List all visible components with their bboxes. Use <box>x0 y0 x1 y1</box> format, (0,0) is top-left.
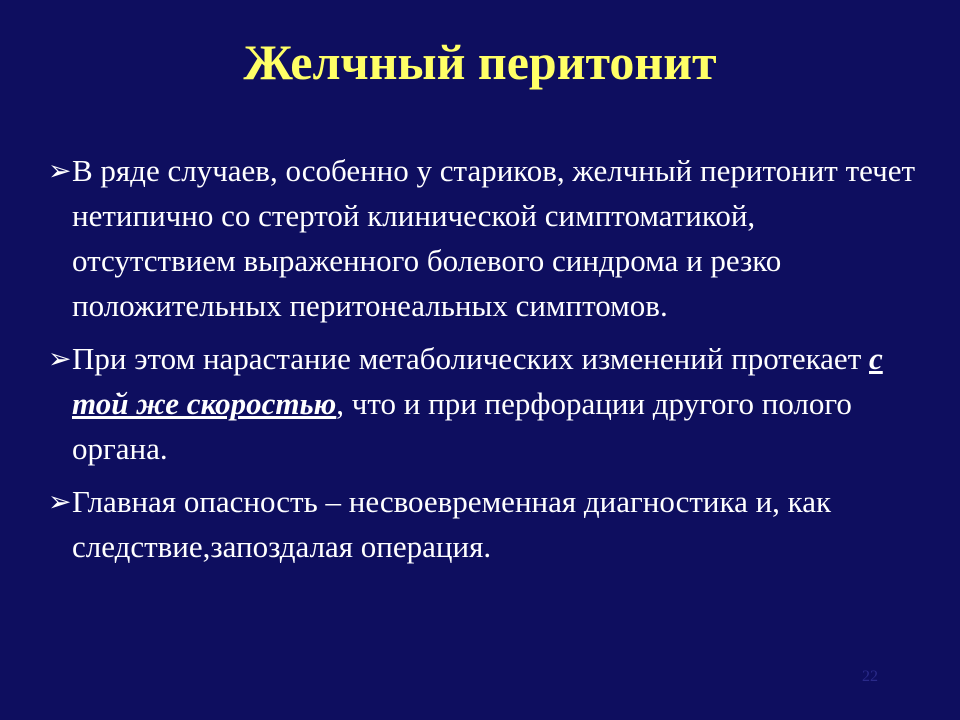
bullet-text: Главная опасность – несвоевременная диагностика и, как следствие,запоздалая операция. <box>72 484 832 564</box>
arrow-bullet-icon: ➢ <box>48 485 72 518</box>
arrow-bullet-icon: ➢ <box>48 342 72 375</box>
bullet-list <box>48 148 918 577</box>
bullet-text-tail: , что и при перфорации другого полого органа. <box>72 386 852 466</box>
page-number: 22 <box>862 668 878 685</box>
bullet-item <box>48 479 918 569</box>
bullet-text: При этом нарастание метаболических изменений протекает <box>72 341 869 376</box>
bullet-item <box>48 148 918 328</box>
arrow-bullet-icon: ➢ <box>48 154 72 187</box>
bullet-item <box>48 336 918 471</box>
emphasized-text: с той же скоростью <box>72 341 883 421</box>
bullet-text: В ряде случаев, особенно у стариков, желчный перитонит течет нетипично со стертой клинической симптоматикой, отсутствием выраженного болевого синдрома и резко положительных перитонеальных симптомов. <box>72 153 916 323</box>
slide-title: Желчный перитонит <box>243 34 717 90</box>
